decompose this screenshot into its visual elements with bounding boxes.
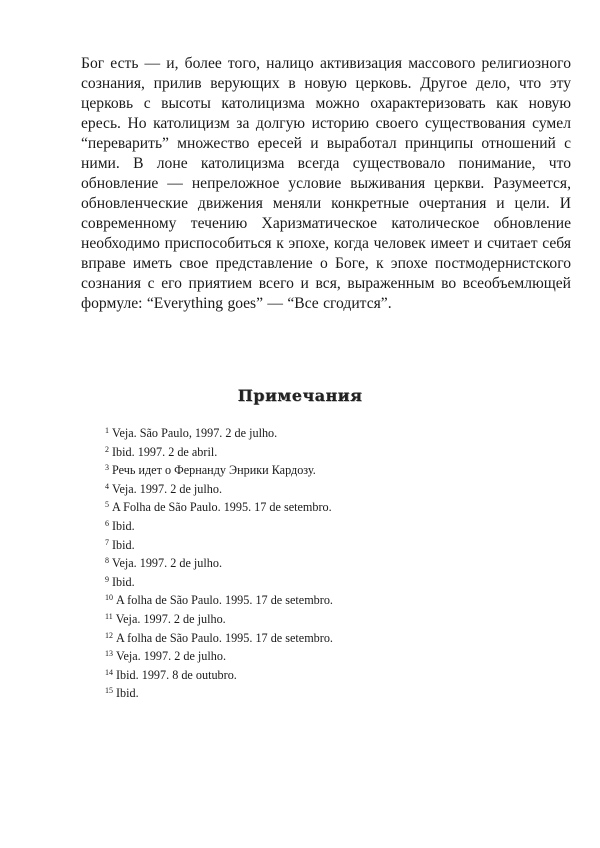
note-item [105,628,333,647]
note-text: Ibid. 1997. 2 de abril. [112,444,218,459]
note-text: A Folha de São Paulo. 1995. 17 de setembro. [112,500,332,515]
note-text: A folha de São Paulo. 1995. 17 de setembro. [116,593,333,608]
note-item [105,590,333,609]
note-item [105,460,333,479]
note-number: 12 [105,630,113,640]
note-text: Ibid. 1997. 8 de outubro. [116,667,237,682]
note-item [105,442,333,461]
note-text: Veja. 1997. 2 de julho. [116,649,227,664]
note-text: Veja. 1997. 2 de julho. [112,556,223,571]
note-number: 5 [105,500,109,510]
notes-list [105,423,333,702]
note-text: Ibid. [116,686,139,701]
note-number: 10 [105,593,113,603]
note-item [105,646,333,665]
note-number: 6 [105,518,109,528]
note-number: 15 [105,686,113,696]
note-number: 2 [105,444,109,454]
note-text: Ibid. [112,537,135,552]
note-item [105,423,333,442]
body-paragraph: Бог есть — и, более того, налицо активизация массового религиозного сознания, прилив верующих в новую церковь. Другое дело, что эту церковь с высоты католицизма можно охарактеризовать как новую ересь. Но католицизм за долгую историю своего существования сумел “переварить” множество ересей и выработал принципы отношений с ними. В лоне католицизма всегда существовало понимание, что обновление — непреложное условие выживания церкви. Разумеется, обновленческие движения меняли конкретные очертания и цели. И современному течению Харизматическое католическое обновление необходимо приспособиться к эпохе, когда человек имеет и считает себя вправе иметь свое представление о Боге, к эпохе постмодернистского сознания с его приятием всего и вся, выраженным во всеобъемлющей формуле: “Everything goes” — “Все сгодится”. [81,55,571,312]
note-number: 11 [105,611,113,621]
note-item [105,479,333,498]
note-number: 7 [105,537,109,547]
note-item [105,516,333,535]
note-text: Veja. 1997. 2 de julho. [115,611,226,626]
note-text: A folha de São Paulo. 1995. 17 de setembro. [116,630,333,645]
note-item [105,553,333,572]
note-number: 3 [105,463,109,473]
note-number: 13 [105,649,113,659]
note-item [105,535,333,554]
note-number: 8 [105,556,109,566]
note-item [105,572,333,591]
note-number: 4 [105,481,109,491]
note-text: Veja. São Paulo, 1997. 2 de julho. [112,426,278,440]
note-item [105,665,333,684]
note-number: 14 [105,667,113,677]
note-number: 9 [105,574,109,584]
note-text: Veja. 1997. 2 de julho. [112,481,223,496]
notes-heading: Примечания [237,386,363,405]
note-item [105,683,333,702]
note-text: Ibid. [112,574,135,589]
note-text: Речь идет о Фернанду Энрики Кардозу. [112,463,316,478]
note-item [105,497,333,516]
note-text: Ibid. [112,518,135,533]
note-number: 1 [105,426,109,435]
note-item [105,609,333,628]
